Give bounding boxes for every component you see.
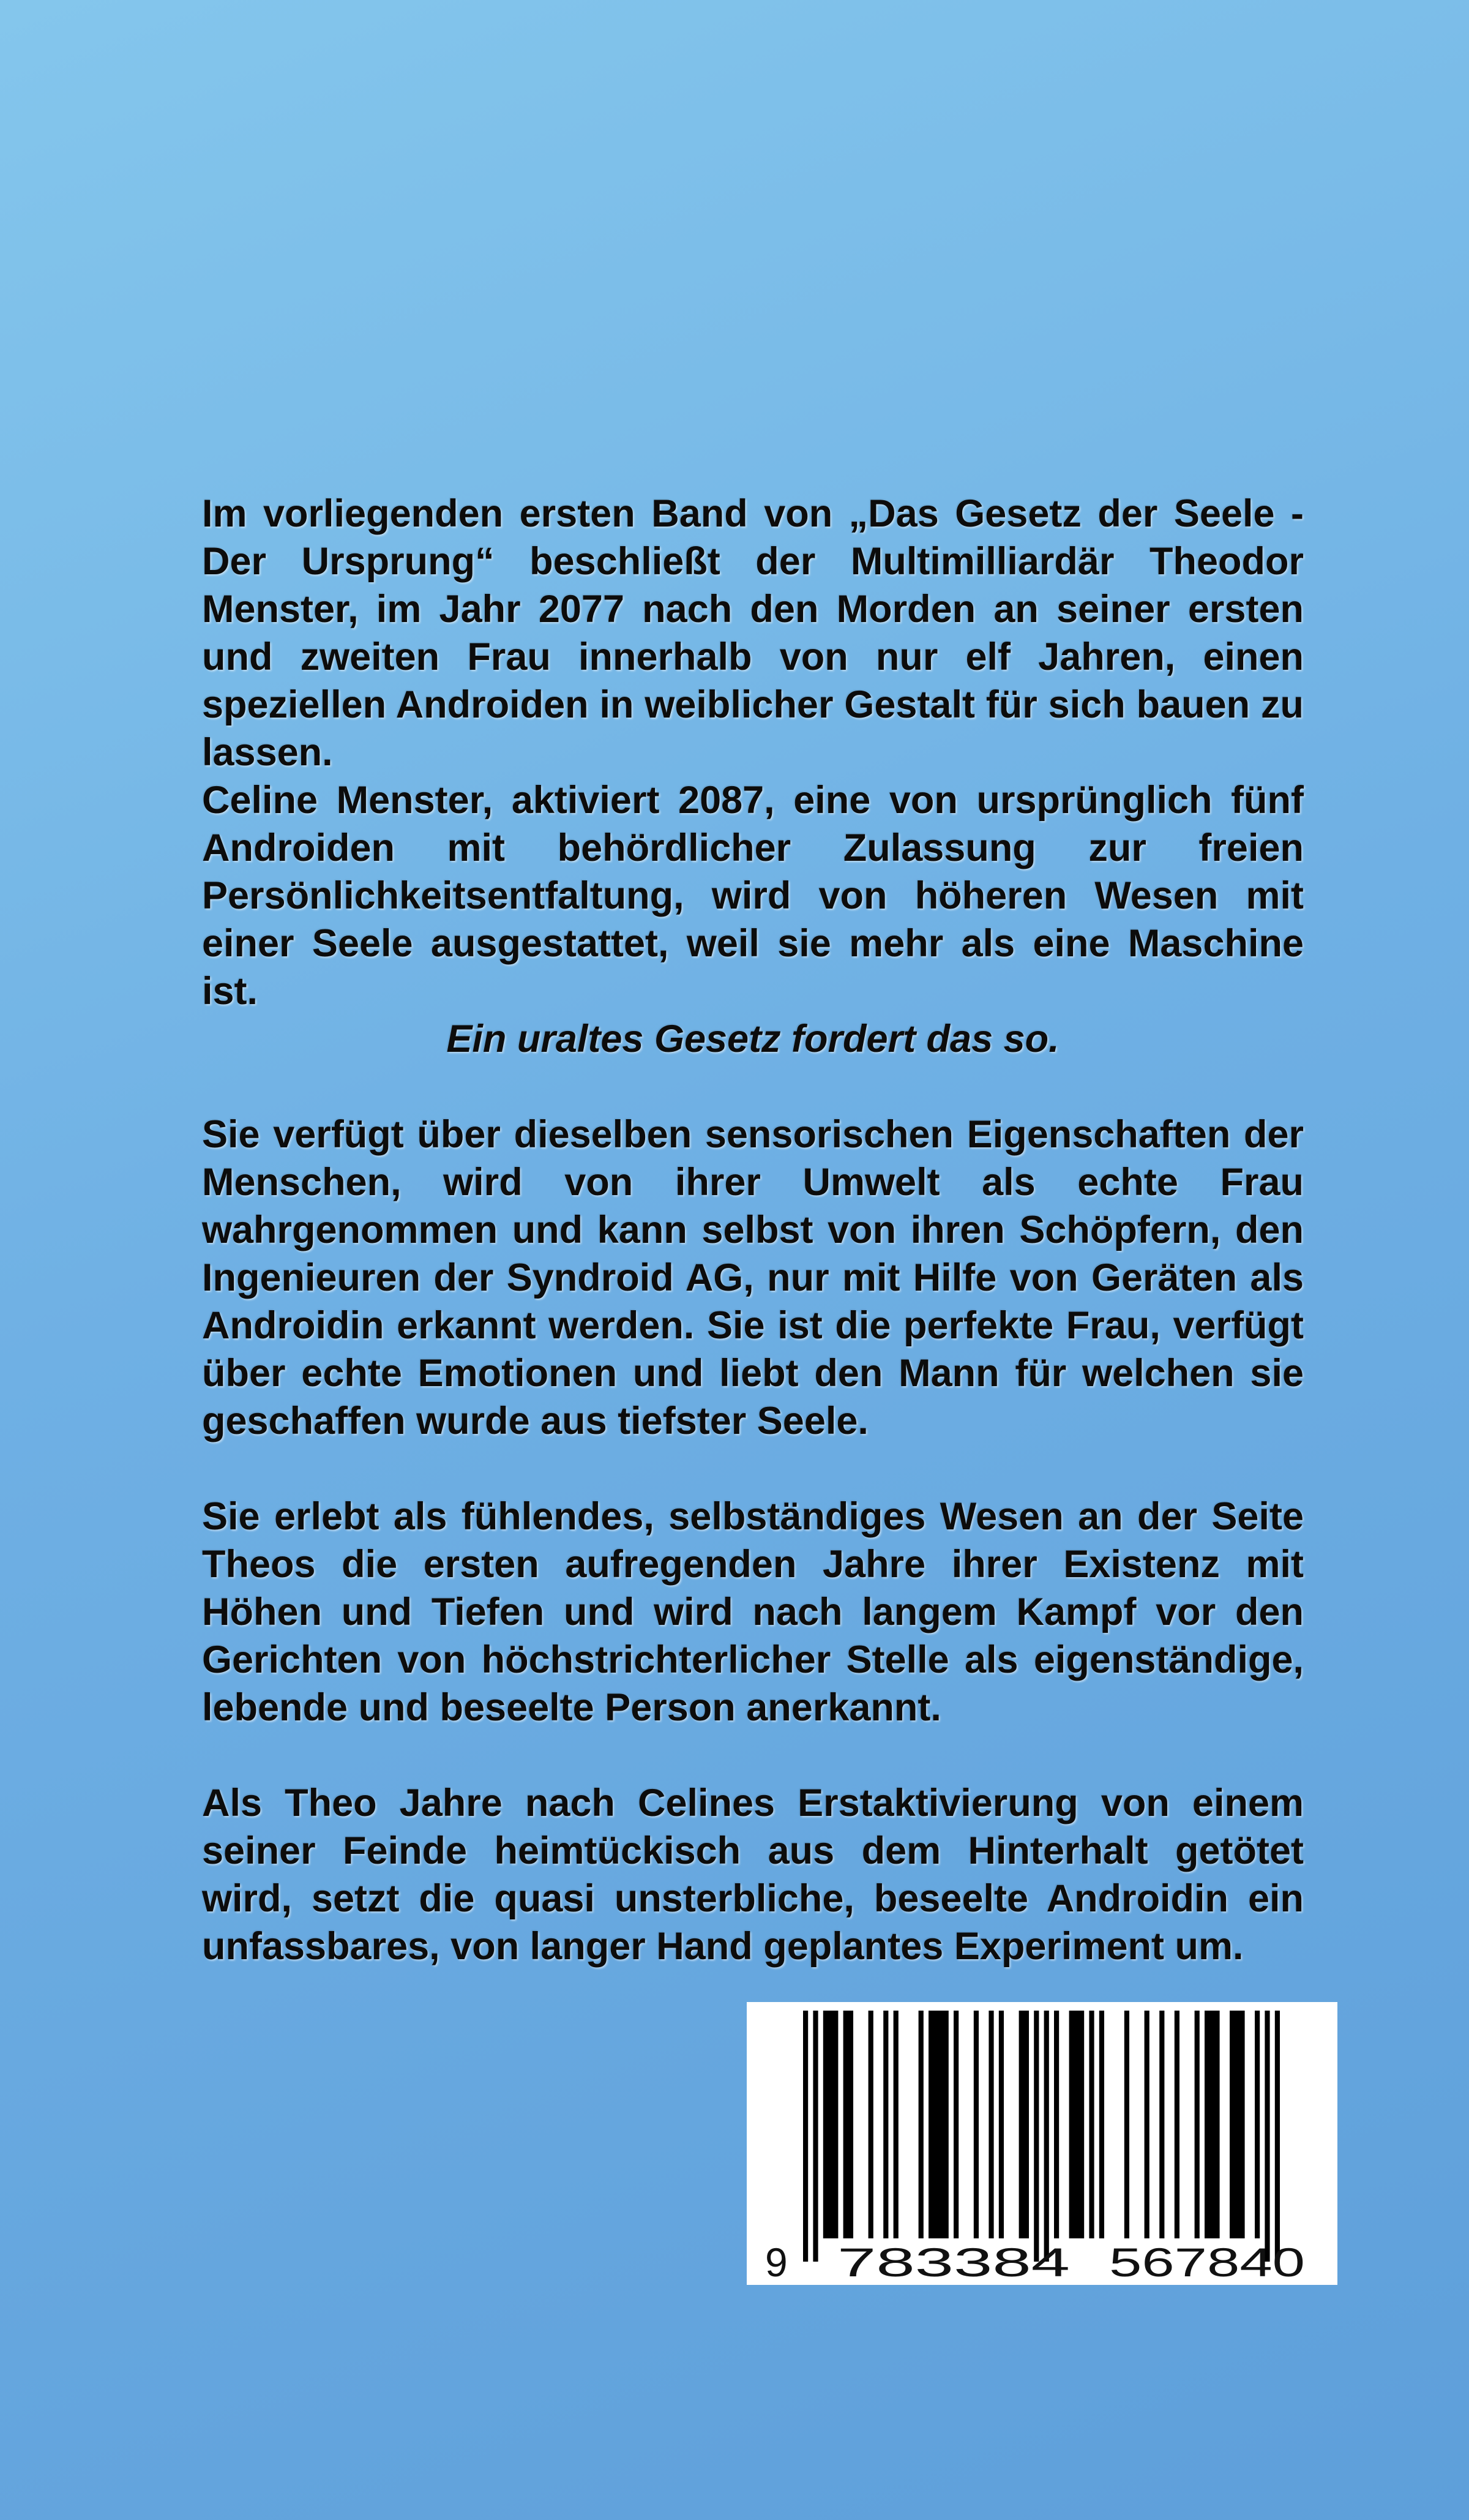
barcode-bar — [894, 2011, 899, 2238]
barcode-bar — [1175, 2011, 1179, 2238]
barcode-guard-bar — [803, 2011, 808, 2262]
barcode-bar — [1069, 2011, 1085, 2238]
barcode-bar — [954, 2011, 959, 2238]
barcode-bars — [803, 2011, 1280, 2262]
barcode-bar — [974, 2011, 979, 2238]
blurb-paragraph-1: Im vorliegenden ersten Band von „Das Gesetz der Seele - Der Ursprung“ beschließt der Multimilliardär Theodor Menster, im Jahr 2077 nach den Morden an seiner ersten und zweiten Frau innerhalb von nur elf Jahren, einen speziellen Androiden in weiblicher Gestalt für sich bauen zu lassen. — [202, 492, 1304, 774]
barcode-bar — [1124, 2011, 1129, 2238]
barcode-bar — [989, 2011, 993, 2238]
barcode-bar — [919, 2011, 924, 2238]
barcode-bar — [1099, 2011, 1104, 2238]
barcode-group-left: 783384 — [837, 2240, 1070, 2285]
barcode-graphic — [747, 2002, 1337, 2285]
blurb-motto: Ein uraltes Gesetz fordert das so. — [446, 1018, 1060, 1060]
barcode-bar — [1159, 2011, 1164, 2238]
barcode-guard-bar — [1034, 2011, 1039, 2262]
barcode-guard-bar — [1265, 2011, 1269, 2262]
barcode-guard-bar — [1275, 2011, 1280, 2262]
barcode-guard-bar — [813, 2011, 818, 2262]
barcode-bar — [1019, 2011, 1029, 2238]
barcode-group-right: 567840 — [1109, 2240, 1305, 2285]
barcode-digits — [765, 2240, 1305, 2285]
barcode-bar — [1230, 2011, 1245, 2238]
isbn-barcode — [747, 2002, 1337, 2285]
blurb-paragraph-5: Als Theo Jahre nach Celines Erstaktivierung von einem seiner Feinde heimtückisch aus dem Hinterhalt getötet wird, setzt die quasi unsterbliche, beseelte Androidin ein unfassbares, von langer Hand geplantes Experiment um. — [202, 1782, 1304, 1968]
barcode-bar — [1205, 2011, 1220, 2238]
blurb-paragraph-2: Celine Menster, aktiviert 2087, eine von ursprünglich fünf Androiden mit behördlicher Zulassung zur freien Persönlichkeitsentfaltung, wird von höheren Wesen mit einer Seele ausgestattet, weil sie mehr als eine Maschine ist. — [202, 779, 1304, 1013]
barcode-bar — [1054, 2011, 1059, 2238]
blurb-paragraph-3: Sie verfügt über dieselben sensorischen Eigenschaften der Menschen, wird von ihrer Umwelt als echte Frau wahrgenommen und kann selbst von ihren Schöpfern, den Ingenieuren der Syndroid AG, nur mit Hilfe von Geräten als Androidin erkannt werden. Sie ist die perfekte Frau, verfügt über echte Emotionen und liebt den Mann für welchen sie geschaffen wurde aus tiefster Seele. — [202, 1113, 1304, 1442]
barcode-bar — [883, 2011, 888, 2238]
barcode-bar — [1255, 2011, 1260, 2238]
barcode-bar — [823, 2011, 839, 2238]
barcode-bar — [1195, 2011, 1200, 2238]
barcode-guard-bar — [1044, 2011, 1049, 2262]
blurb-paragraph-4: Sie erlebt als fühlendes, selbständiges Wesen an der Seite Theos die ersten aufregenden Jahre ihrer Existenz mit Höhen und Tiefen und wird nach langem Kampf vor den Gerichten von höchstrichterlicher Stelle als eigenständige, lebende und beseelte Person anerkannt. — [202, 1495, 1304, 1729]
barcode-bar — [1089, 2011, 1094, 2238]
barcode-bar — [1145, 2011, 1149, 2238]
barcode-bar — [929, 2011, 949, 2238]
back-cover-blurb — [202, 490, 1304, 1970]
barcode-bar — [843, 2011, 853, 2238]
barcode-bar — [999, 2011, 1004, 2238]
barcode-digit-first: 9 — [765, 2240, 788, 2285]
barcode-bar — [869, 2011, 873, 2238]
